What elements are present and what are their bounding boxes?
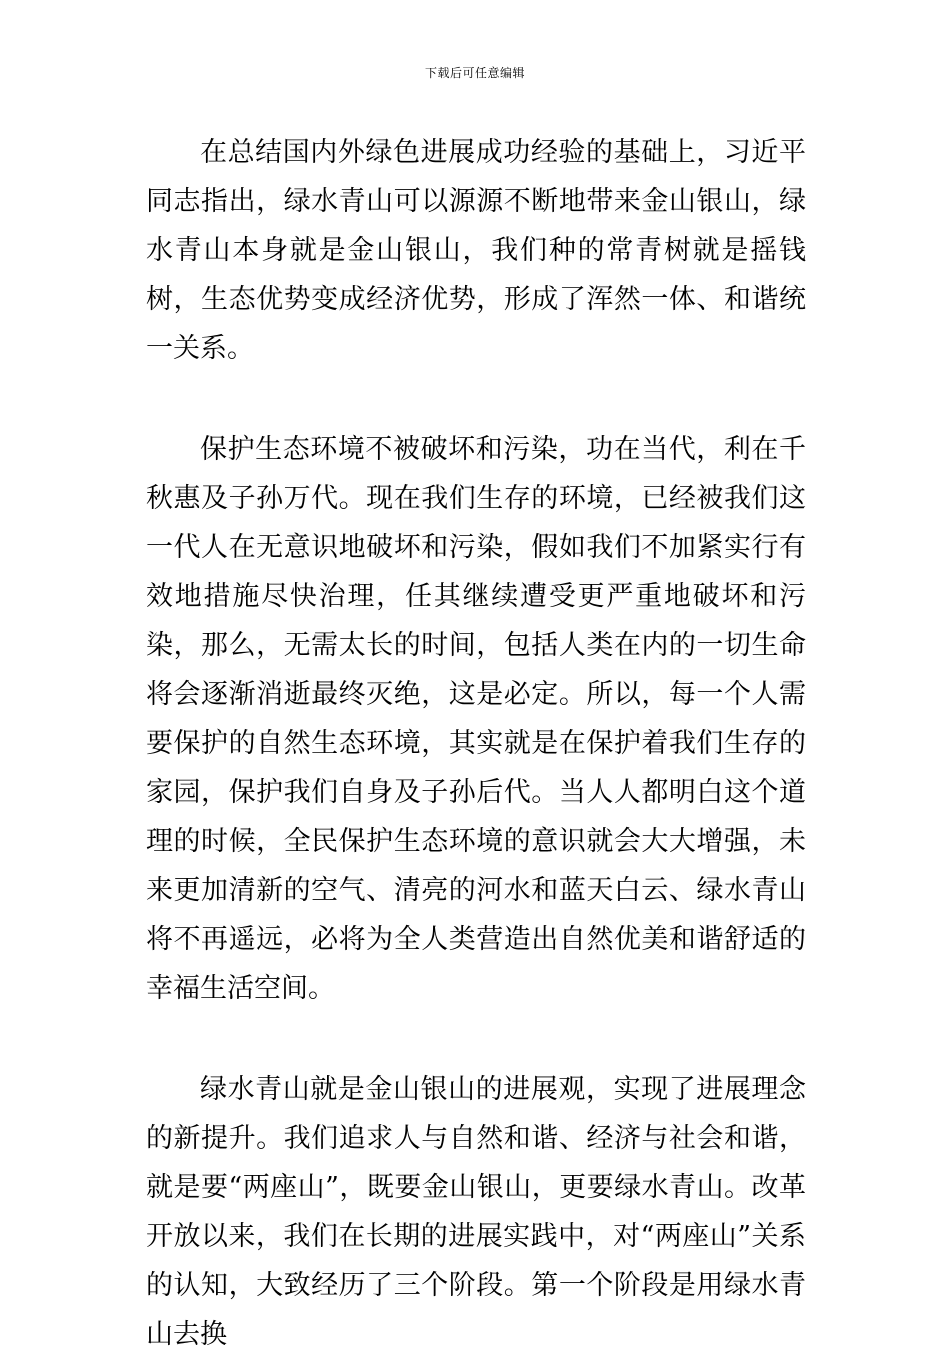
paragraph-3: 绿水青山就是金山银山的进展观，实现了进展理念的新提升。我们追求人与自然和谐、经济与社会和谐，就是要“两座山”，既要金山银山，更要绿水青山。改革开放以来，我们在长期的进展实践中，对“两座山”关系的认知，大致经历了三个阶段。第一个阶段是用绿水青山去换 [146,1074,806,1350]
paragraph-2: 保护生态环境不被破坏和污染，功在当代，利在千秋惠及子孙万代。现在我们生存的环境，已经被我们这一代人在无意识地破坏和污染，假如我们不加紧实行有效地措施尽快治理，任其继续遭受更严重地破坏和污染，那么，无需太长的时间，包括人类在内的一切生命将会逐渐消逝最终灭绝，这是必定。所以，每一个人需要保护的自然生态环境，其实就是在保护着我们生存的家园，保护我们自身及子孙后代。当人人都明白这个道理的时候，全民保护生态环境的意识就会大大增强，未来更加清新的空气、清亮的河水和蓝天白云、绿水青山将不再遥远，必将为全人类营造出自然优美和谐舒适的幸福生活空间。 [146,434,806,1004]
paragraph-1: 在总结国内外绿色进展成功经验的基础上，习近平同志指出，绿水青山可以源源不断地带来金山银山，绿水青山本身就是金山银山，我们种的常青树就是摇钱树，生态优势变成经济优势，形成了浑然一体、和谐统一关系。 [146,137,806,364]
document-body [146,128,806,1359]
header-note: 下载后可任意编辑 [424,66,525,80]
